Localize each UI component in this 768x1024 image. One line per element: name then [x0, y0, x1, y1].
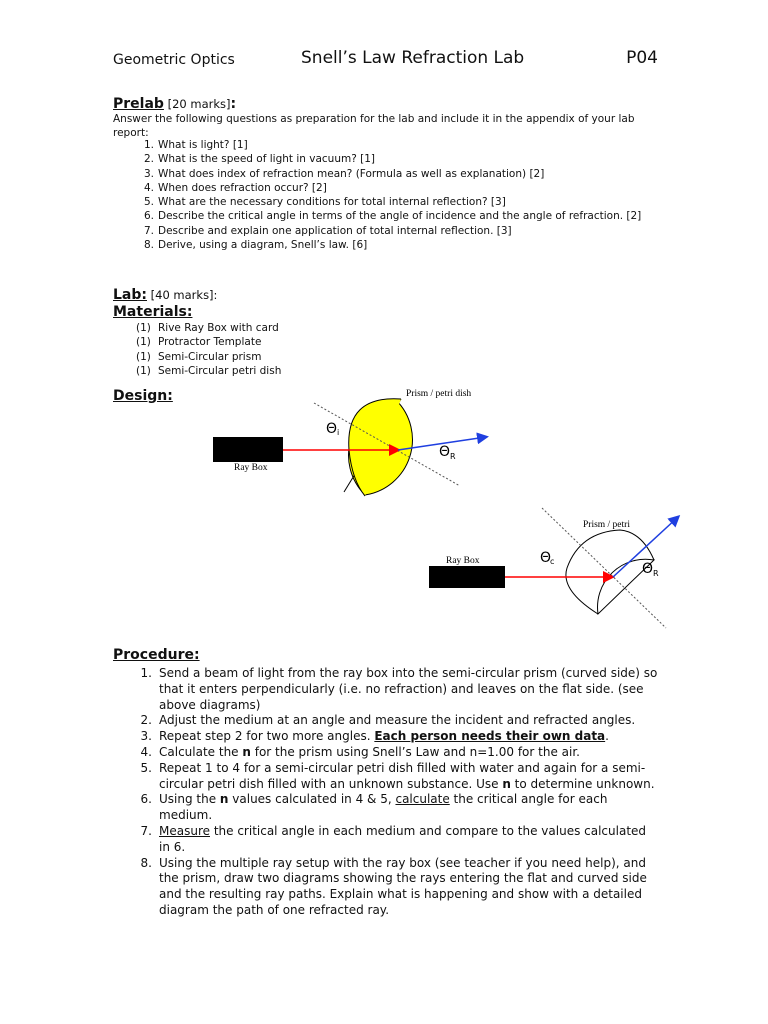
step-number: 7. — [140, 823, 152, 838]
step-text: Calculate the — [159, 744, 243, 759]
theta-r-symbol: Θ — [439, 444, 451, 460]
question-number: 4. — [143, 181, 154, 194]
step-text: n — [242, 744, 251, 759]
question-number: 3. — [143, 167, 154, 180]
theta-c-symbol: Θ — [540, 550, 552, 566]
prism-2-arc — [566, 530, 654, 614]
procedure-step — [113, 761, 658, 793]
question-text: Describe and explain one application of total internal reflection. [3] — [158, 224, 512, 237]
lab-title-label: Lab: — [113, 287, 147, 303]
step-text: values calculated in 4 & 5, — [228, 792, 396, 807]
step-text: n — [219, 792, 229, 807]
lab-marks: [40 marks]: — [147, 288, 218, 302]
prism-label: Prism / petri dish — [406, 389, 472, 399]
step-text: Using the — [159, 792, 220, 807]
material-quantity: (1) — [136, 350, 151, 363]
question-text: What does index of refraction mean? (Formula as well as explanation) [2] — [158, 167, 545, 180]
design-title: Design: — [113, 388, 173, 404]
question-number: 6. — [143, 210, 154, 223]
question-number: 5. — [143, 196, 154, 209]
step-number: 2. — [140, 713, 152, 728]
ray-box-2 — [429, 566, 505, 588]
procedure-step — [113, 856, 658, 919]
procedure-step — [113, 729, 658, 745]
ray-box — [213, 437, 283, 462]
step-text: calculate — [395, 792, 450, 807]
step-text: the critical angle in each medium and compare to the values calculated in 6. — [159, 823, 647, 854]
step-text: the critical angle for each medium. — [159, 792, 608, 823]
prism-label-2: Prism / petri — [583, 520, 630, 530]
step-number: 6. — [140, 792, 152, 807]
course-title: Geometric Optics — [113, 52, 235, 68]
procedure-step — [113, 745, 658, 761]
step-number: 5. — [140, 760, 152, 775]
step-text: Measure — [159, 823, 210, 838]
question-text: What are the necessary conditions for total internal reflection? [3] — [158, 196, 506, 209]
step-number: 4. — [140, 744, 152, 759]
question-text: What is the speed of light in vacuum? [1] — [158, 153, 375, 166]
question-text: Derive, using a diagram, Snell’s law. [6] — [158, 239, 368, 252]
procedure-step — [113, 824, 658, 856]
step-number: 1. — [140, 666, 152, 680]
step-text: n — [502, 776, 511, 791]
question-text: When does refraction occur? [2] — [158, 181, 327, 194]
theta-i-subscript: i — [337, 428, 340, 437]
procedure-step — [113, 713, 658, 729]
material-name: Semi-Circular prism — [158, 350, 262, 363]
theta-i-symbol: Θ — [326, 421, 338, 437]
step-text: Each person needs their own data — [374, 729, 606, 744]
step-number: 8. — [140, 855, 152, 870]
ray-box-label-2: Ray Box — [446, 556, 480, 566]
material-quantity: (1) — [136, 322, 151, 334]
theta-c-subscript: c — [550, 557, 555, 566]
step-text: Using the multiple ray setup with the ray box (see teacher if you need help), and the prism, draw two diagrams showing the rays entering the flat and curved side and the resulting ray paths. Explain what is happening and show with a detailed diagram the path of one refracted ray. — [159, 855, 647, 917]
step-text: . — [605, 729, 609, 744]
procedure-step-list — [113, 666, 658, 919]
question-number: 2. — [143, 153, 154, 166]
prelab-intro: Answer the following questions as preparation for the lab and include it in the appendix of your lab report: — [113, 113, 635, 140]
step-text: Send a beam of light from the ray box into the semi-circular prism (curved side) so that it enters perpendicularly (i.e. no refraction) and leaves on the flat side. (see above diagrams) — [159, 666, 658, 712]
ray-box-label: Ray Box — [234, 463, 268, 473]
diagram-2 — [429, 508, 678, 628]
step-number: 3. — [140, 729, 152, 744]
prelab-title: Prelab — [113, 96, 164, 112]
theta-r-subscript-2: R — [653, 569, 659, 578]
step-text: Repeat 1 to 4 for a semi-circular petri dish filled with water and again for a semi-circular petri dish filled with an unknown substance. Use — [159, 760, 646, 791]
procedure-title: Procedure: — [113, 647, 200, 663]
question-text: Describe the critical angle in terms of the angle of incidence and the angle of refraction. [2] — [158, 210, 642, 223]
material-name: Semi-Circular petri dish — [158, 364, 282, 377]
prelab-colon: : — [230, 96, 237, 112]
theta-r-symbol-2: Θ — [642, 561, 654, 577]
step-text: to determine unknown. — [510, 776, 655, 791]
diagram-1 — [213, 389, 486, 496]
prelab-marks: [20 marks] — [163, 97, 231, 111]
theta-r-subscript: R — [450, 452, 456, 461]
step-text: Adjust the medium at an angle and measure the incident and refracted angles. — [159, 713, 636, 728]
material-quantity: (1) — [136, 364, 151, 377]
step-text: Repeat step 2 for two more angles. — [159, 729, 375, 744]
question-text: What is light? [1] — [158, 139, 248, 151]
procedure-step — [113, 666, 658, 713]
procedure-heading — [113, 647, 200, 663]
question-number: 7. — [143, 224, 154, 237]
material-quantity: (1) — [136, 336, 151, 349]
material-name: Rive Ray Box with card — [158, 322, 279, 334]
lab-code: P04 — [626, 48, 658, 68]
material-name: Protractor Template — [158, 336, 262, 349]
question-number: 8. — [143, 239, 154, 252]
materials-title: Materials: — [113, 304, 193, 320]
question-number: 1. — [143, 139, 154, 151]
step-text: for the prism using Snell’s Law and n=1.00 for the air. — [250, 744, 580, 759]
procedure-step — [113, 792, 658, 824]
lab-title: Snell’s Law Refraction Lab — [301, 48, 525, 68]
